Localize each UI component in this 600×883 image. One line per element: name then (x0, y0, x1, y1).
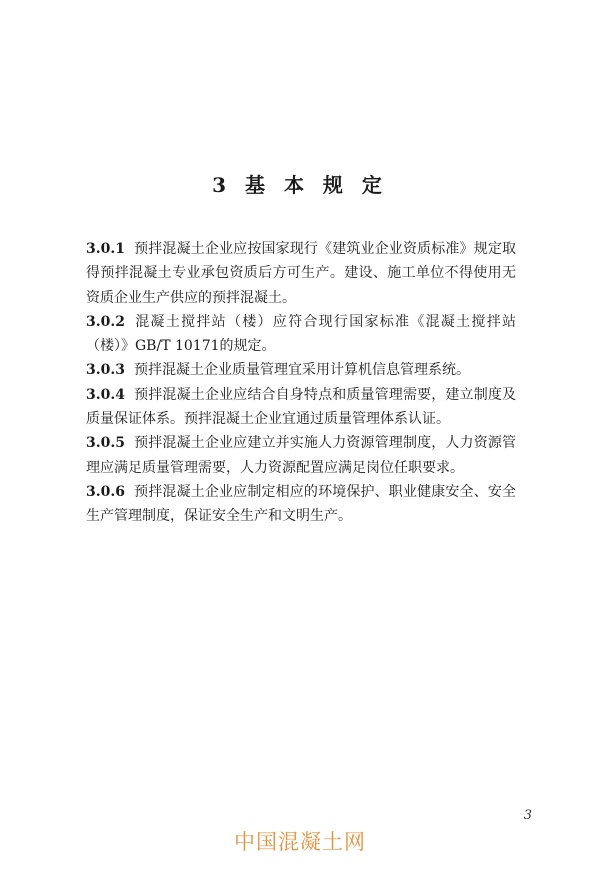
clause-text: 预拌混凝土企业质量管理宜采用计算机信息管理系统。 (133, 362, 470, 379)
clause-number: 3.0.3 (86, 362, 125, 379)
clause-text: 预拌混凝土企业应建立并实施人力资源管理制度，人力资源管理应满足质量管理需要，人力资源配置应满足岗位任职要求。 (86, 435, 516, 476)
clause-number: 3.0.2 (86, 313, 125, 330)
clause-item (86, 358, 516, 382)
clause-text: 预拌混凝土企业应制定相应的环境保护、职业健康安全、安全生产管理制度，保证安全生产和文明生产。 (86, 483, 516, 525)
clause-item (86, 431, 516, 480)
clause-text: 预拌混凝土企业应按国家现行《建筑业企业资质标准》规定取得预拌混凝土专业承包资质后方可生产。建设、施工单位不得使用无资质企业生产供应的预拌混凝土。 (86, 241, 516, 306)
clause-item (86, 237, 516, 310)
clause-item (86, 310, 516, 359)
clause-list (86, 237, 516, 529)
clause-number: 3.0.5 (86, 435, 125, 452)
clause-item (86, 480, 516, 529)
clause-item (86, 383, 516, 432)
clause-text: 混凝土搅拌站（楼）应符合现行国家标准《混凝土搅拌站（楼）》GB/T 10171的规定。 (86, 313, 516, 355)
clause-number: 3.0.6 (86, 483, 125, 500)
chapter-title: 3 基 本 规 定 (212, 173, 388, 197)
clause-number: 3.0.4 (86, 386, 125, 403)
page-number: 3 (523, 808, 532, 823)
clause-text: 预拌混凝土企业应结合自身特点和质量管理需要，建立制度及质量保证体系。预拌混凝土企业宜通过质量管理体系认证。 (86, 386, 516, 428)
clause-number: 3.0.1 (86, 241, 125, 257)
site-watermark: 中国混凝土网 (234, 830, 366, 854)
